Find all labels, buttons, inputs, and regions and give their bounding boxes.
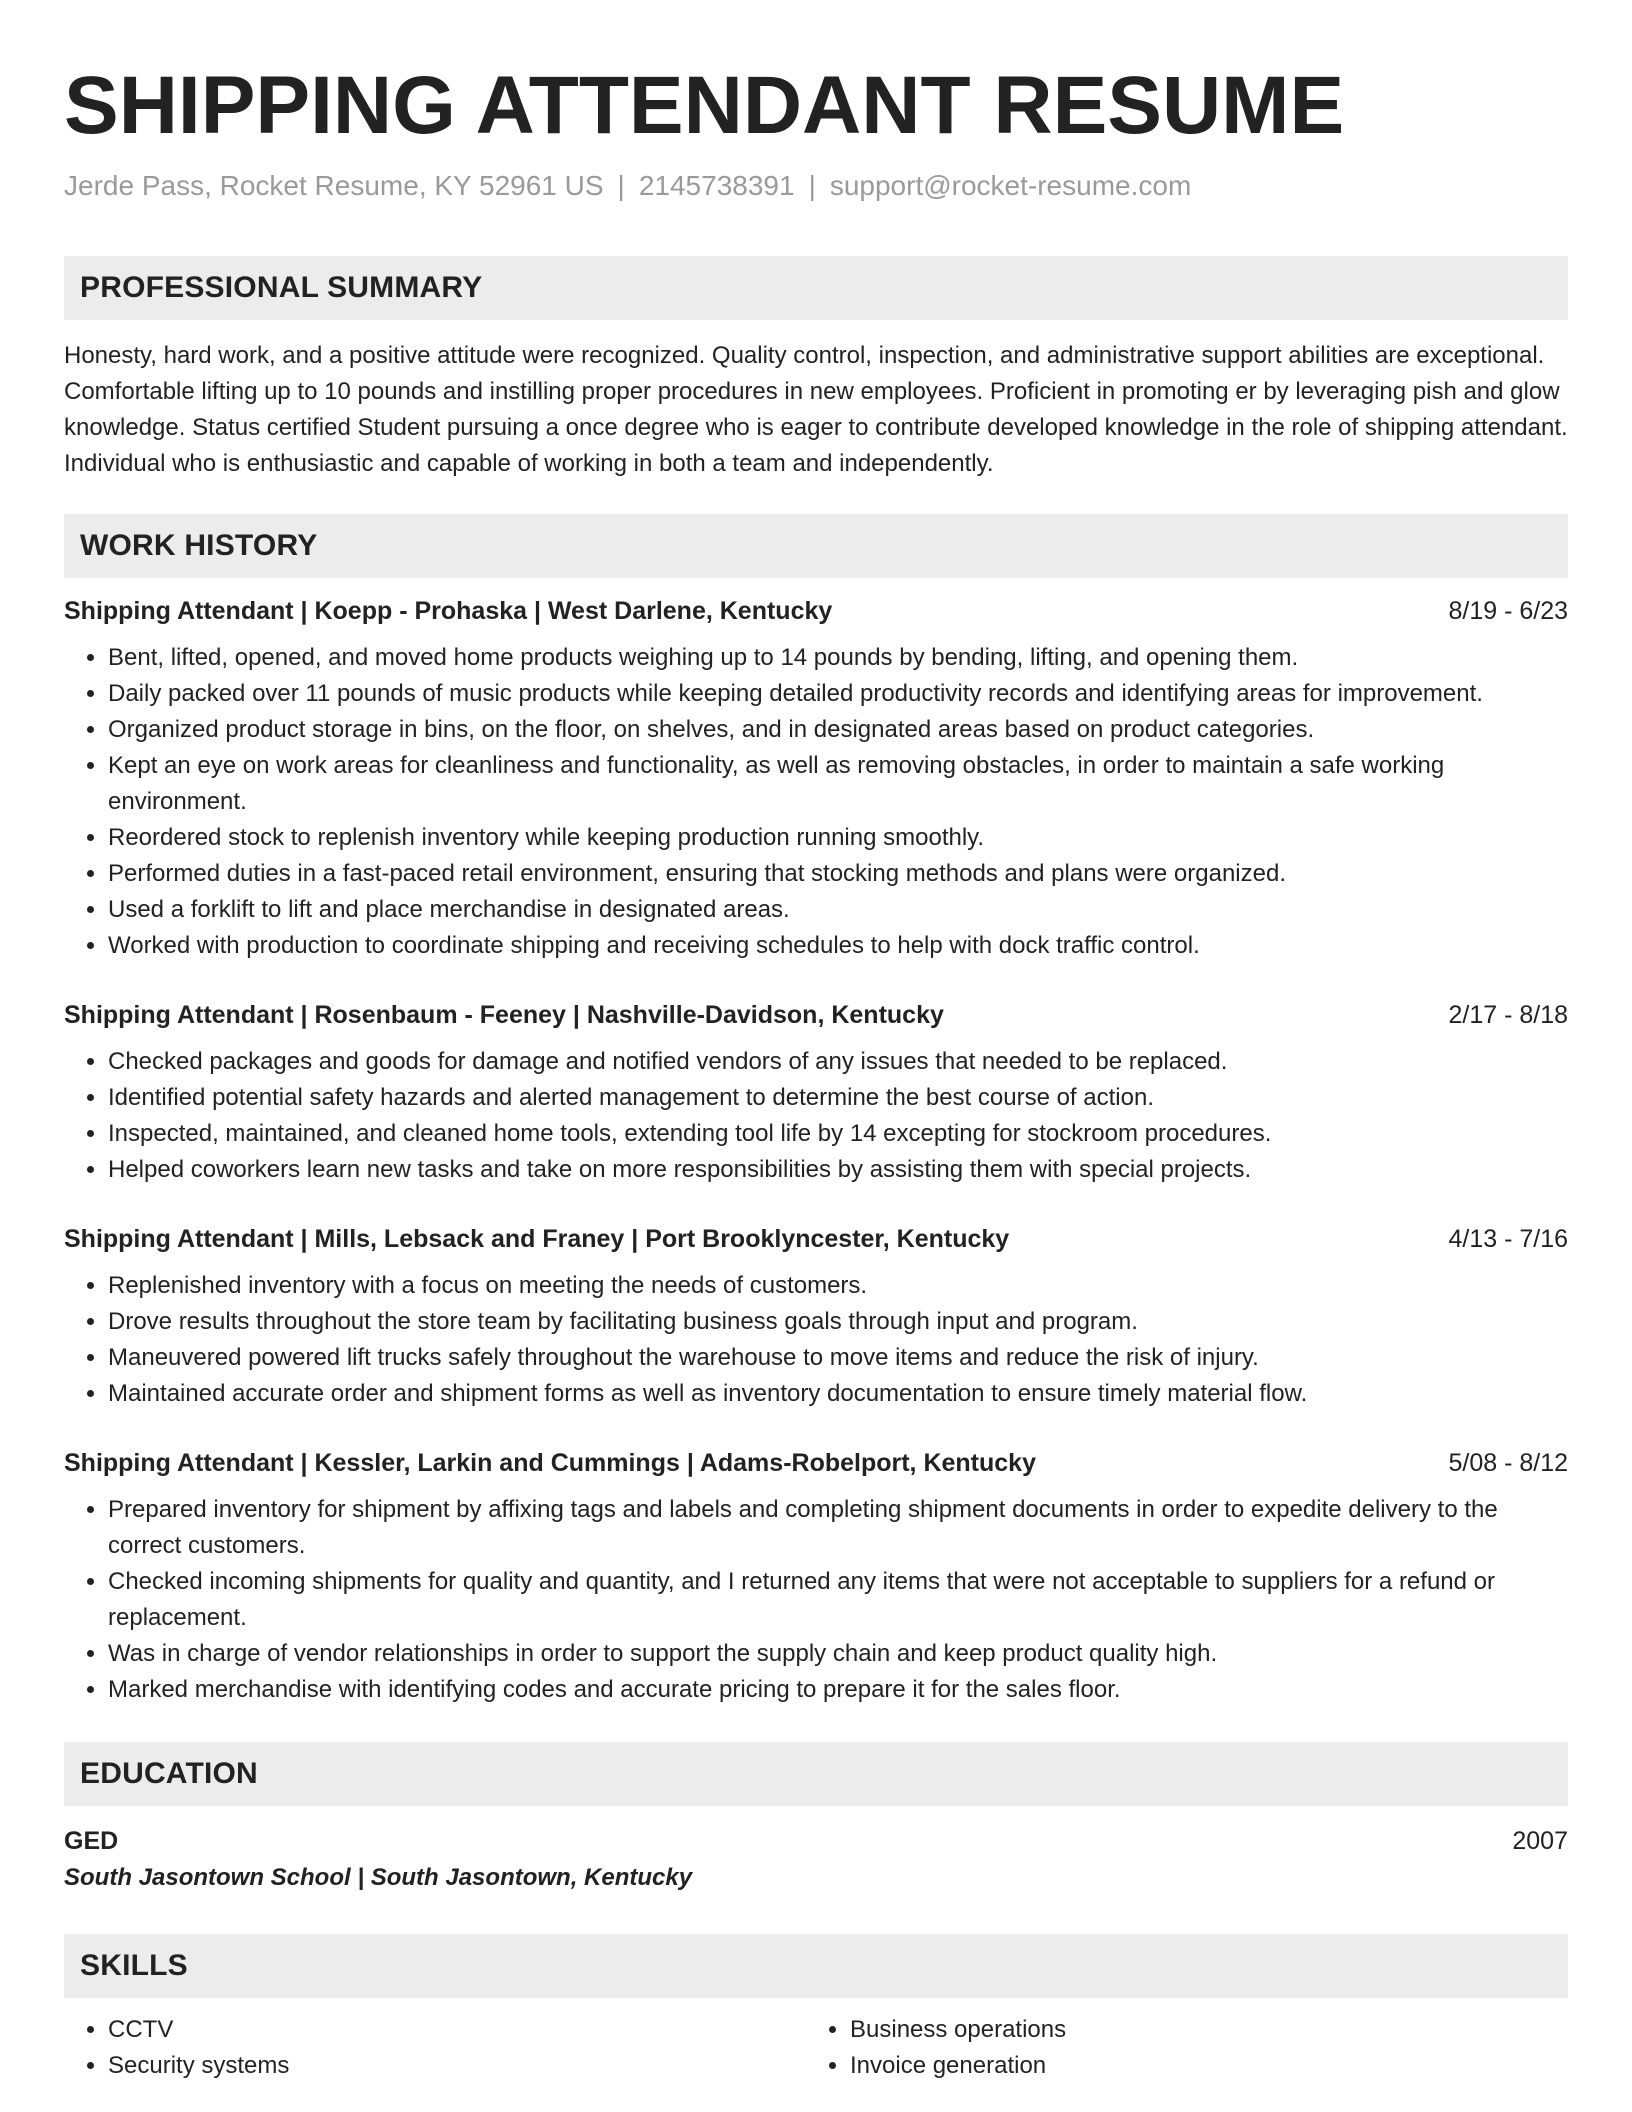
summary-text: Honesty, hard work, and a positive attitude were recognized. Quality control, inspection, and administrative support abilities are exceptional. Comfortable lifting up to 10 pounds and instilling proper procedures in new employees. Proficient in promoting er by leveraging pish and glow knowledge. Status certified Student pursuing a once degree who is eager to contribute developed knowledge in the role of shipping attendant. Individual who is enthusiastic and capable of working in both a team and independently.	[64, 342, 1568, 477]
job-dates: 2/17 - 8/18	[1448, 1001, 1568, 1029]
job-bullet: • Drove results throughout the store team by facilitating business goals through input and program.	[108, 1304, 1568, 1340]
job-title: Shipping Attendant | Kessler, Larkin and Cummings | Adams-Robelport, Kentucky	[64, 1449, 1036, 1477]
resume-title: SHIPPING ATTENDANT RESUME	[64, 60, 1345, 151]
contact-separator: |	[808, 170, 816, 201]
job-title: Shipping Attendant | Mills, Lebsack and Franey | Port Brooklyncester, Kentucky	[64, 1225, 1010, 1253]
job-bullet: • Marked merchandise with identifying codes and accurate pricing to prepare it for the sales floor.	[108, 1672, 1568, 1708]
job-title: Shipping Attendant | Rosenbaum - Feeney | Nashville-Davidson, Kentucky	[64, 1001, 944, 1029]
job-bullet: • Was in charge of vendor relationships in order to support the supply chain and keep product quality high.	[108, 1636, 1568, 1672]
job-bullet: • Helped coworkers learn new tasks and take on more responsibilities by assisting them with special projects.	[108, 1152, 1568, 1188]
skill-item: • Security systems	[108, 2048, 806, 2084]
job-entry	[64, 594, 1568, 964]
job-bullet: • Checked incoming shipments for quality and quantity, and I returned any items that were not acceptable to suppliers for a refund or replacement.	[108, 1564, 1568, 1636]
job-entry	[64, 998, 1568, 1188]
job-bullets	[64, 1044, 1568, 1188]
job-bullets	[64, 1268, 1568, 1412]
skills-column-left	[64, 2012, 806, 2084]
job-title-row	[64, 1446, 1568, 1480]
job-entry	[64, 1446, 1568, 1708]
education-degree: GED	[64, 1827, 119, 1855]
skill-item: • Business operations	[850, 2012, 1548, 2048]
job-bullet: • Worked with production to coordinate shipping and receiving schedules to help with dock traffic control.	[108, 928, 1568, 964]
education-year: 2007	[1512, 1827, 1568, 1855]
job-entry	[64, 1222, 1568, 1412]
job-title-row	[64, 998, 1568, 1032]
skills-column-right	[806, 2012, 1548, 2084]
skills-list	[64, 2012, 806, 2084]
job-dates: 4/13 - 7/16	[1448, 1225, 1568, 1253]
job-dates: 8/19 - 6/23	[1448, 597, 1568, 625]
job-bullet: • Daily packed over 11 pounds of music products while keeping detailed productivity records and identifying areas for improvement.	[108, 676, 1568, 712]
job-bullet: • Used a forklift to lift and place merchandise in designated areas.	[108, 892, 1568, 928]
section-header-summary: PROFESSIONAL SUMMARY	[64, 256, 1568, 320]
job-dates: 5/08 - 8/12	[1448, 1449, 1568, 1477]
job-bullet: • Maneuvered powered lift trucks safely throughout the warehouse to move items and reduce the risk of injury.	[108, 1340, 1568, 1376]
job-bullet: • Checked packages and goods for damage and notified vendors of any issues that needed to be replaced.	[108, 1044, 1568, 1080]
skill-item: • Invoice generation	[850, 2048, 1548, 2084]
job-bullet: • Prepared inventory for shipment by affixing tags and labels and completing shipment documents in order to expedite delivery to the correct customers.	[108, 1492, 1568, 1564]
job-bullets	[64, 640, 1568, 964]
skills-columns	[64, 2012, 1568, 2084]
job-bullet: • Replenished inventory with a focus on meeting the needs of customers.	[108, 1268, 1568, 1304]
job-bullet: • Kept an eye on work areas for cleanliness and functionality, as well as removing obstacles, in order to maintain a safe working environment.	[108, 748, 1568, 820]
contact-email: support@rocket-resume.com	[829, 170, 1192, 201]
section-header-skills: SKILLS	[64, 1934, 1568, 1998]
job-title-row	[64, 594, 1568, 628]
education-school: South Jasontown School | South Jasontown, Kentucky	[64, 1864, 693, 1891]
job-bullet: • Organized product storage in bins, on the floor, on shelves, and in designated areas based on product categories.	[108, 712, 1568, 748]
job-bullet: • Identified potential safety hazards and alerted management to determine the best course of action.	[108, 1080, 1568, 1116]
job-bullet: • Reordered stock to replenish inventory while keeping production running smoothly.	[108, 820, 1568, 856]
job-bullets	[64, 1492, 1568, 1708]
skills-list	[806, 2012, 1548, 2084]
education-row	[64, 1824, 1568, 1858]
section-header-education: EDUCATION	[64, 1742, 1568, 1806]
job-bullet: • Maintained accurate order and shipment forms as well as inventory documentation to ensure timely material flow.	[108, 1376, 1568, 1412]
job-bullet: • Inspected, maintained, and cleaned home tools, extending tool life by 14 excepting for stockroom procedures.	[108, 1116, 1568, 1152]
contact-address: Jerde Pass, Rocket Resume, KY 52961 US	[64, 170, 604, 201]
job-title: Shipping Attendant | Koepp - Prohaska | West Darlene, Kentucky	[64, 597, 833, 625]
skill-item: • CCTV	[108, 2012, 806, 2048]
section-header-work-history: WORK HISTORY	[64, 514, 1568, 578]
contact-line	[64, 168, 1568, 204]
job-bullet: • Performed duties in a fast-paced retail environment, ensuring that stocking methods and plans were organized.	[108, 856, 1568, 892]
job-title-row	[64, 1222, 1568, 1256]
job-bullet: • Bent, lifted, opened, and moved home products weighing up to 14 pounds by bending, lifting, and opening them.	[108, 640, 1568, 676]
contact-phone: 2145738391	[638, 170, 795, 201]
contact-separator: |	[617, 170, 625, 201]
